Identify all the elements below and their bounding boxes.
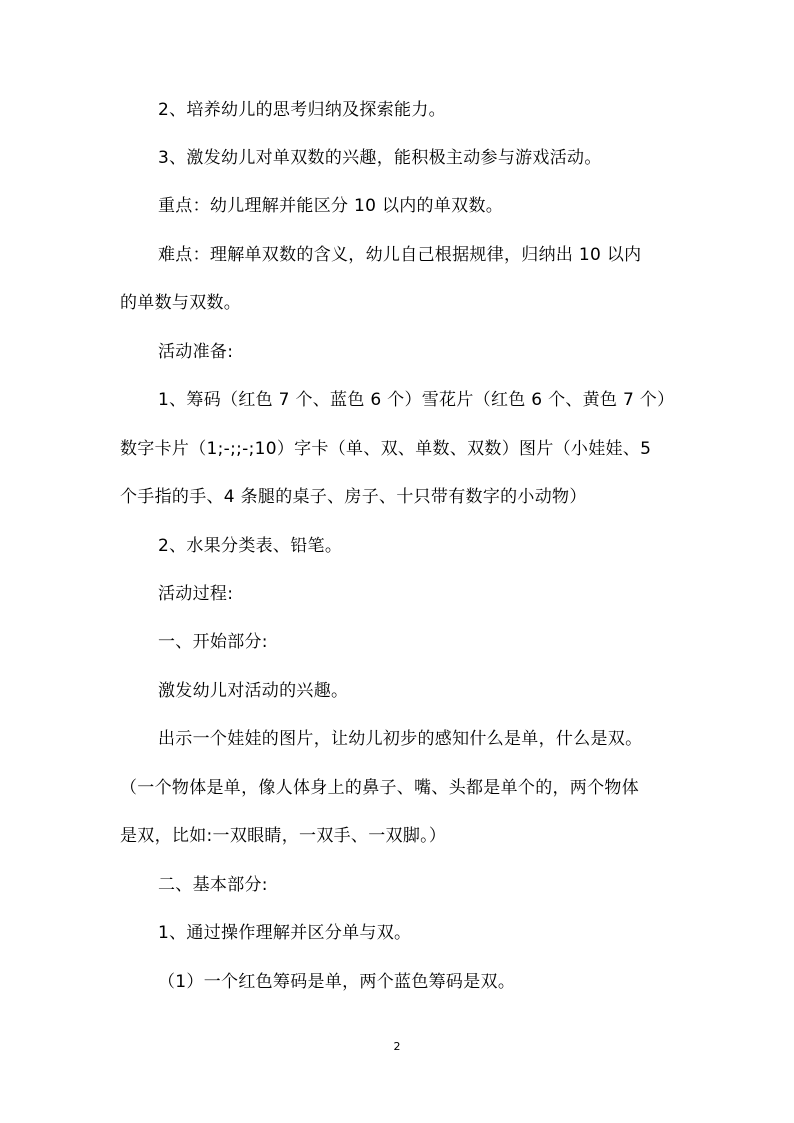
text-line: 是双，比如:一双眼睛，一双手、一双脚。）	[120, 826, 447, 846]
text-line: 2、水果分类表、铅笔。	[158, 536, 343, 556]
text-line: 的单数与双数。	[120, 293, 242, 313]
text-line: 3、激发幼儿对单双数的兴趣，能积极主动参与游戏活动。	[158, 148, 602, 168]
text-line: 出示一个娃娃的图片，让幼儿初步的感知什么是单，什么是双。	[158, 729, 643, 749]
text-line: 1、筹码（红色 7 个、蓝色 6 个）雪花片（红色 6 个、黄色 7 个）	[158, 390, 675, 410]
text-line: 重点：幼儿理解并能区分 10 以内的单双数。	[158, 196, 504, 216]
text-line: 数字卡片（1;-;;-;10）字卡（单、双、单数、双数）图片（小娃娃、5	[120, 439, 652, 459]
page-number: 2	[393, 1040, 401, 1053]
text-line: 2、培养幼儿的思考归纳及探索能力。	[158, 100, 446, 120]
text-line: 1、通过操作理解并区分单与双。	[158, 923, 412, 943]
text-line: 难点：理解单双数的含义，幼儿自己根据规律，归纳出 10 以内	[158, 245, 642, 265]
text-line: 一、开始部分:	[158, 632, 268, 652]
text-line: 活动准备:	[158, 342, 234, 362]
text-line: 二、基本部分:	[158, 875, 268, 895]
text-line: （一个物体是单，像人体身上的鼻子、嘴、头都是单个的，两个物体	[120, 778, 639, 798]
text-line: 个手指的手、4 条腿的桌子、房子、十只带有数字的小动物）	[120, 487, 587, 507]
text-line: 激发幼儿对活动的兴趣。	[158, 681, 349, 701]
text-line: 活动过程:	[158, 584, 234, 604]
text-line: （1）一个红色筹码是单，两个蓝色筹码是双。	[158, 972, 516, 992]
